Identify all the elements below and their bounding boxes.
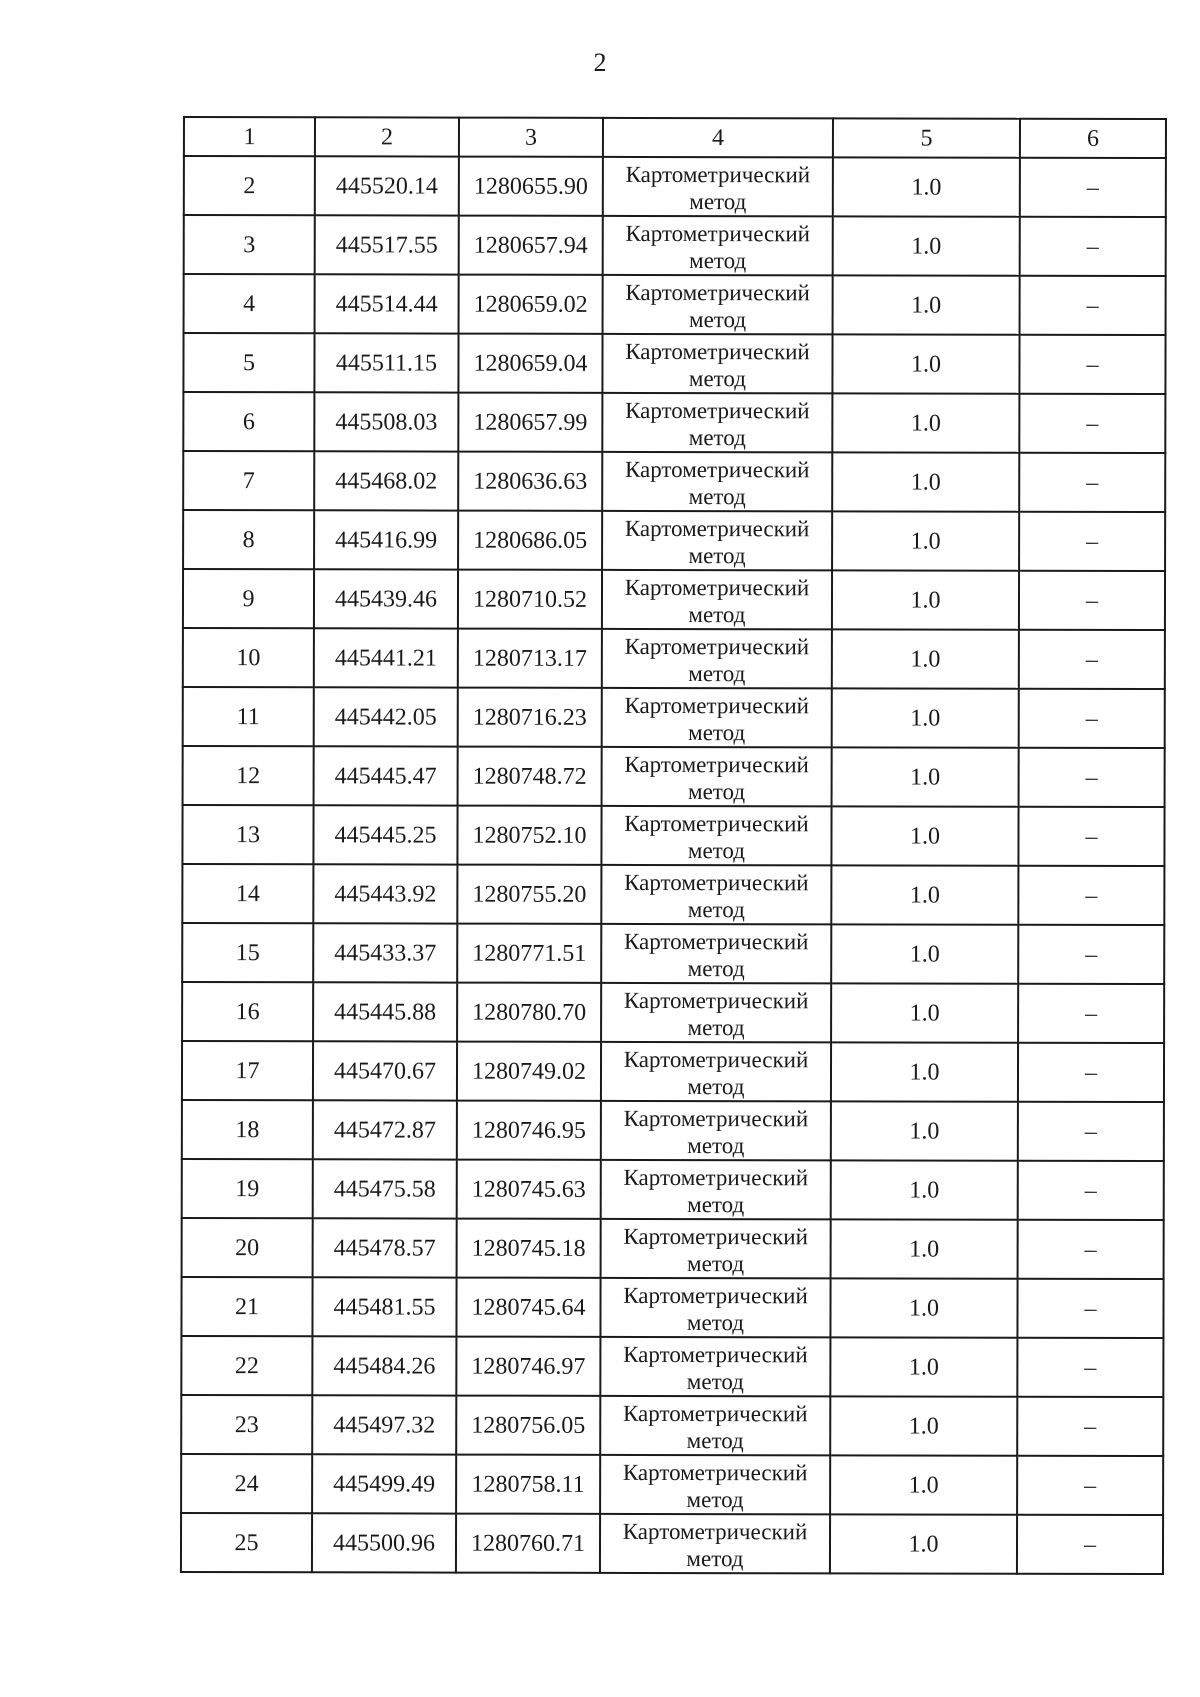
- y-coordinate-cell: 1280749.02: [457, 1042, 601, 1101]
- point-number-cell: 12: [183, 746, 314, 805]
- point-number-cell: 19: [182, 1159, 313, 1218]
- note-cell: –: [1019, 689, 1165, 748]
- point-number-cell: 24: [181, 1454, 312, 1513]
- method-cell: Картометрический метод: [603, 216, 833, 275]
- table-row: [181, 1277, 1163, 1338]
- column-header-1: 1: [184, 117, 315, 156]
- accuracy-cell: 1.0: [831, 865, 1018, 924]
- point-number-cell: 10: [183, 628, 314, 687]
- x-coordinate-cell: 445433.37: [313, 923, 457, 982]
- point-number-cell: 20: [182, 1218, 313, 1277]
- note-cell: –: [1019, 571, 1165, 630]
- accuracy-cell: 1.0: [832, 452, 1019, 511]
- x-coordinate-cell: 445517.55: [315, 215, 459, 274]
- method-cell: Картометрический метод: [602, 452, 832, 511]
- note-cell: –: [1017, 1397, 1163, 1456]
- accuracy-cell: 1.0: [832, 688, 1019, 747]
- table-row: [182, 1041, 1164, 1102]
- page-number: 2: [593, 48, 607, 77]
- point-number-cell: 6: [183, 392, 314, 451]
- method-cell: Картометрический метод: [603, 157, 833, 216]
- note-cell: –: [1017, 1338, 1163, 1397]
- x-coordinate-cell: 445468.02: [314, 451, 458, 510]
- table-row: [182, 1100, 1164, 1161]
- point-number-cell: 16: [182, 982, 313, 1041]
- accuracy-cell: 1.0: [830, 1514, 1017, 1573]
- note-cell: –: [1017, 1279, 1163, 1338]
- point-number-cell: 7: [183, 451, 314, 510]
- x-coordinate-cell: 445470.67: [313, 1041, 457, 1100]
- y-coordinate-cell: 1280716.23: [458, 688, 602, 747]
- method-cell: Картометрический метод: [601, 983, 831, 1042]
- table-row: [182, 982, 1164, 1043]
- y-coordinate-cell: 1280710.52: [458, 570, 602, 629]
- x-coordinate-cell: 445481.55: [312, 1277, 456, 1336]
- accuracy-cell: 1.0: [830, 1278, 1017, 1337]
- table-row: [184, 274, 1166, 335]
- y-coordinate-cell: 1280746.97: [456, 1337, 600, 1396]
- column-header-2: 2: [315, 117, 459, 156]
- table-row: [182, 1218, 1164, 1279]
- y-coordinate-cell: 1280755.20: [457, 865, 601, 924]
- accuracy-cell: 1.0: [833, 216, 1020, 275]
- y-coordinate-cell: 1280760.71: [456, 1514, 600, 1573]
- point-number-cell: 23: [181, 1395, 312, 1454]
- x-coordinate-cell: 445416.99: [314, 510, 458, 569]
- table-row: [183, 333, 1165, 394]
- y-coordinate-cell: 1280657.99: [458, 393, 602, 452]
- point-number-cell: 22: [181, 1336, 312, 1395]
- table-row: [184, 215, 1166, 276]
- note-cell: –: [1019, 748, 1165, 807]
- table-header: [184, 117, 1166, 158]
- note-cell: –: [1018, 1220, 1164, 1279]
- table-row: [182, 1159, 1164, 1220]
- column-header-6: 6: [1020, 119, 1166, 158]
- table-row: [183, 569, 1165, 630]
- table-row: [182, 864, 1164, 925]
- y-coordinate-cell: 1280752.10: [457, 806, 601, 865]
- accuracy-cell: 1.0: [830, 1337, 1017, 1396]
- table-row: [182, 805, 1164, 866]
- accuracy-cell: 1.0: [831, 1042, 1018, 1101]
- y-coordinate-cell: 1280745.63: [457, 1160, 601, 1219]
- method-cell: Картометрический метод: [601, 806, 831, 865]
- method-cell: Картометрический метод: [600, 1278, 830, 1337]
- y-coordinate-cell: 1280771.51: [457, 924, 601, 983]
- table-row: [183, 510, 1165, 571]
- x-coordinate-cell: 445439.46: [314, 569, 458, 628]
- table-row: [183, 687, 1165, 748]
- point-number-cell: 13: [182, 805, 313, 864]
- table-row: [181, 1336, 1163, 1397]
- accuracy-cell: 1.0: [832, 629, 1019, 688]
- x-coordinate-cell: 445520.14: [315, 156, 459, 215]
- method-cell: Картометрический метод: [602, 511, 832, 570]
- note-cell: –: [1018, 807, 1164, 866]
- x-coordinate-cell: 445443.92: [313, 864, 457, 923]
- y-coordinate-cell: 1280758.11: [456, 1455, 600, 1514]
- note-cell: –: [1020, 217, 1166, 276]
- method-cell: Картометрический метод: [600, 1514, 830, 1573]
- accuracy-cell: 1.0: [831, 924, 1018, 983]
- note-cell: –: [1019, 512, 1165, 571]
- table-row: [183, 392, 1165, 453]
- x-coordinate-cell: 445475.58: [313, 1159, 457, 1218]
- method-cell: Картометрический метод: [601, 1042, 831, 1101]
- note-cell: –: [1018, 1043, 1164, 1102]
- method-cell: Картометрический метод: [601, 924, 831, 983]
- y-coordinate-cell: 1280756.05: [456, 1396, 600, 1455]
- point-number-cell: 14: [182, 864, 313, 923]
- method-cell: Картометрический метод: [600, 1337, 830, 1396]
- accuracy-cell: 1.0: [831, 1101, 1018, 1160]
- note-cell: –: [1019, 335, 1165, 394]
- table-row: [183, 628, 1165, 689]
- header-row: [184, 117, 1166, 158]
- point-number-cell: 2: [184, 156, 315, 215]
- table-row: [183, 746, 1165, 807]
- accuracy-cell: 1.0: [831, 983, 1018, 1042]
- x-coordinate-cell: 445445.25: [313, 805, 457, 864]
- x-coordinate-cell: 445511.15: [314, 333, 458, 392]
- note-cell: –: [1017, 1515, 1163, 1574]
- method-cell: Картометрический метод: [602, 688, 832, 747]
- accuracy-cell: 1.0: [832, 334, 1019, 393]
- method-cell: Картометрический метод: [602, 334, 832, 393]
- y-coordinate-cell: 1280748.72: [458, 747, 602, 806]
- method-cell: Картометрический метод: [603, 275, 833, 334]
- x-coordinate-cell: 445508.03: [314, 392, 458, 451]
- y-coordinate-cell: 1280686.05: [458, 511, 602, 570]
- table-row: [181, 1513, 1163, 1574]
- note-cell: –: [1020, 276, 1166, 335]
- method-cell: Картометрический метод: [601, 1160, 831, 1219]
- y-coordinate-cell: 1280745.18: [457, 1219, 601, 1278]
- column-header-4: 4: [603, 118, 833, 157]
- x-coordinate-cell: 445445.47: [314, 746, 458, 805]
- method-cell: Картометрический метод: [602, 747, 832, 806]
- y-coordinate-cell: 1280636.63: [458, 452, 602, 511]
- table-row: [183, 451, 1165, 512]
- point-number-cell: 25: [181, 1513, 312, 1572]
- column-header-3: 3: [459, 118, 603, 157]
- table-row: [181, 1395, 1163, 1456]
- y-coordinate-cell: 1280745.64: [456, 1278, 600, 1337]
- point-number-cell: 3: [184, 215, 315, 274]
- x-coordinate-cell: 445441.21: [314, 628, 458, 687]
- method-cell: Картометрический метод: [600, 1455, 830, 1514]
- x-coordinate-cell: 445499.49: [312, 1454, 456, 1513]
- point-number-cell: 17: [182, 1041, 313, 1100]
- x-coordinate-cell: 445484.26: [312, 1336, 456, 1395]
- y-coordinate-cell: 1280746.95: [457, 1101, 601, 1160]
- x-coordinate-cell: 445442.05: [314, 687, 458, 746]
- table-row: [184, 156, 1166, 217]
- x-coordinate-cell: 445500.96: [312, 1513, 456, 1572]
- method-cell: Картометрический метод: [601, 1101, 831, 1160]
- y-coordinate-cell: 1280655.90: [459, 157, 603, 216]
- accuracy-cell: 1.0: [832, 393, 1019, 452]
- x-coordinate-cell: 445472.87: [313, 1100, 457, 1159]
- x-coordinate-cell: 445497.32: [312, 1395, 456, 1454]
- x-coordinate-cell: 445478.57: [313, 1218, 457, 1277]
- method-cell: Картометрический метод: [602, 629, 832, 688]
- accuracy-cell: 1.0: [833, 157, 1020, 216]
- coordinates-table: [180, 116, 1167, 1575]
- table-body: [181, 156, 1166, 1574]
- accuracy-cell: 1.0: [830, 1396, 1017, 1455]
- point-number-cell: 4: [184, 274, 315, 333]
- note-cell: –: [1020, 158, 1166, 217]
- table-row: [182, 923, 1164, 984]
- column-header-5: 5: [833, 118, 1020, 157]
- accuracy-cell: 1.0: [831, 806, 1018, 865]
- table-row: [181, 1454, 1163, 1515]
- point-number-cell: 8: [183, 510, 314, 569]
- method-cell: Картометрический метод: [602, 570, 832, 629]
- note-cell: –: [1018, 1161, 1164, 1220]
- accuracy-cell: 1.0: [833, 275, 1020, 334]
- x-coordinate-cell: 445514.44: [315, 274, 459, 333]
- point-number-cell: 5: [183, 333, 314, 392]
- y-coordinate-cell: 1280713.17: [458, 629, 602, 688]
- note-cell: –: [1017, 1456, 1163, 1515]
- accuracy-cell: 1.0: [832, 511, 1019, 570]
- y-coordinate-cell: 1280780.70: [457, 983, 601, 1042]
- accuracy-cell: 1.0: [830, 1455, 1017, 1514]
- accuracy-cell: 1.0: [831, 1219, 1018, 1278]
- note-cell: –: [1018, 925, 1164, 984]
- accuracy-cell: 1.0: [832, 747, 1019, 806]
- y-coordinate-cell: 1280659.04: [458, 334, 602, 393]
- method-cell: Картометрический метод: [600, 1396, 830, 1455]
- point-number-cell: 18: [182, 1100, 313, 1159]
- note-cell: –: [1019, 394, 1165, 453]
- method-cell: Картометрический метод: [602, 393, 832, 452]
- point-number-cell: 9: [183, 569, 314, 628]
- note-cell: –: [1018, 866, 1164, 925]
- point-number-cell: 15: [182, 923, 313, 982]
- note-cell: –: [1018, 1102, 1164, 1161]
- accuracy-cell: 1.0: [832, 570, 1019, 629]
- method-cell: Картометрический метод: [601, 865, 831, 924]
- y-coordinate-cell: 1280659.02: [459, 275, 603, 334]
- accuracy-cell: 1.0: [831, 1160, 1018, 1219]
- note-cell: –: [1019, 453, 1165, 512]
- note-cell: –: [1018, 984, 1164, 1043]
- note-cell: –: [1019, 630, 1165, 689]
- point-number-cell: 21: [181, 1277, 312, 1336]
- method-cell: Картометрический метод: [601, 1219, 831, 1278]
- y-coordinate-cell: 1280657.94: [459, 216, 603, 275]
- point-number-cell: 11: [183, 687, 314, 746]
- x-coordinate-cell: 445445.88: [313, 982, 457, 1041]
